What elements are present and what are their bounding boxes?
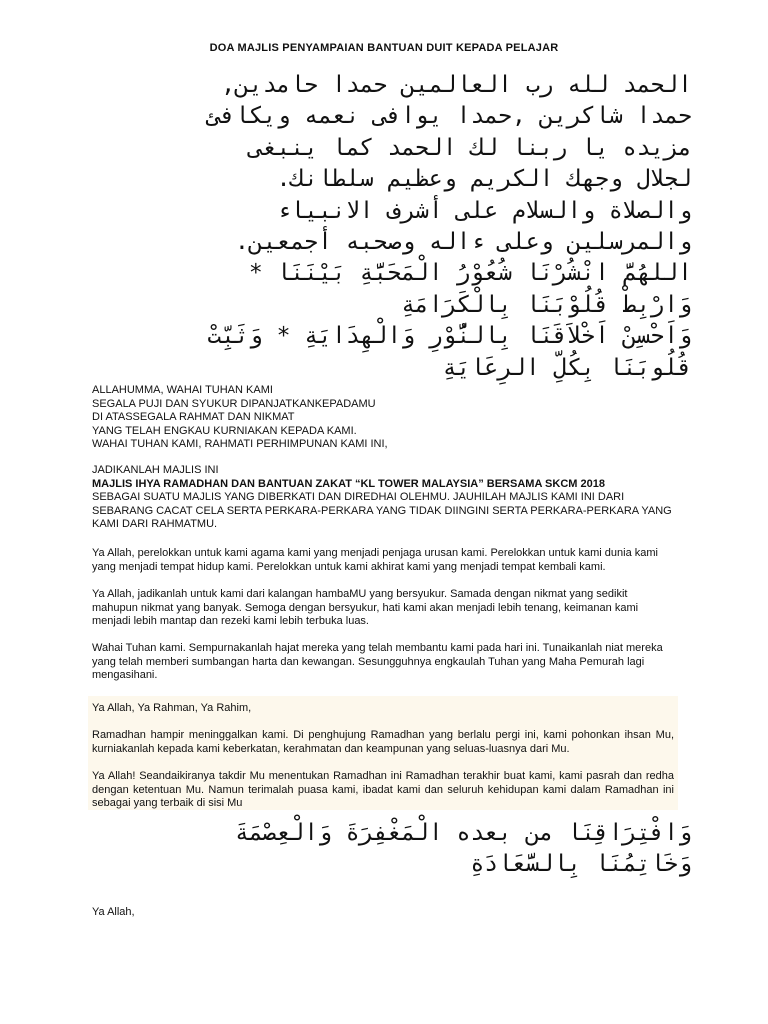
arabic-line: وَاَحْسِنْ اَخْلاَقَنَا بِالنُّوْرِ وَالْهِدَايَةِ * وَثَبِّتْ [207,323,692,350]
arabic-line: مزيده يا ربنا لك الحمد كما ينبغى [248,134,692,161]
greeting-block [92,384,674,452]
arabic-line: قُلُوبَنَا بِكُلِّ الرِعَايَةِ [442,354,692,381]
shaded-salam [92,702,674,716]
shaded-text: Ramadhan hampir meninggalkan kami. Di penghujung Ramadhan yang berlalu pergi ini, kami pohonkan ihsan Mu, kurniakanlah kepada kami keberkatan, kerahmatan dan keampunan yang seluas-luasnya dari Mu. [92,729,674,755]
ramadhan-highlight-box [88,696,678,810]
greeting-line: ALLAHUMMA, WAHAI TUHAN KAMI [92,384,273,396]
arabic-line: الحمد لله رب العالمين حمدا حامدين, [221,72,692,98]
arabic-line: والصلاة والسلام على أشرف الانبياء [276,197,692,224]
gathering-rest: SEBAGAI SUATU MAJLIS YANG DIBERKATI DAN DIREDHAI OLEHMU. JAUHILAH MAJLIS KAMI INI DARI SEBARANG CACAT CELA SERTA PERKARA-PERKARA YANG TIDAK DIINGINI SERTA PERKARA-PERKARA YANG KAMI DARI RAHMATMU. [92,491,672,530]
arabic-line: حمدا شاكرين ,حمدا يوافى نعمه ويكافئ [207,103,692,130]
prayer-paragraph-2 [92,588,674,629]
prayer-paragraph-3 [92,642,674,683]
greeting-line: YANG TELAH ENGKAU KURNIAKAN KEPADA KAMI. [92,424,357,437]
gathering-intro: JADIKANLAH MAJLIS INI [92,464,219,476]
arabic-line: والمرسلين وعلى ءاله وصحبه أجمعين. [235,228,692,255]
shaded-text: Ya Allah! Seandaikiranya takdir Mu menentukan Ramadhan ini Ramadhan terakhir buat kami, kami pasrah dan redha dengan ketentuan Mu. Namun terimalah puasa kami, ibadat kami dan seluruh kehidupan kami dalam Ramadhan ini sebagai yang terbaik di sisi Mu [92,770,674,809]
arabic-line: اللهُمَّ انْشُرْنَا شُعُوْرُ الْمَحَبَّةِ بَيْنَنَا * [248,260,692,287]
page-title: DOA MAJLIS PENYAMPAIAN BANTUAN DUIT KEPADA PELAJAR [209,42,559,54]
shaded-last-ramadhan [92,770,674,811]
greeting-line: SEGALA PUJI DAN SYUKUR DIPANJATKANKEPADAMU [92,397,376,410]
shaded-text: Ya Allah, Ya Rahman, Ya Rahim, [92,702,252,714]
shaded-ramadhan [92,729,674,756]
arabic-opening-prayer [96,70,692,384]
arabic-line: وَخَاتِمُنَا بِالسَّعَادَةِ [470,851,692,878]
gathering-event-name: MAJLIS IHYA RAMADHAN DAN BANTUAN ZAKAT “KL TOWER MALAYSIA” BERSAMA SKCM 2018 [92,477,605,490]
arabic-line: وَارْبِطْ قُلُوْبَنَا بِالْكَرَامَةِ [401,291,692,318]
arabic-line: لجلال وجهك الكريم وعظيم سلطانك. [276,166,692,193]
prayer-paragraph-text: Wahai Tuhan kami. Sempurnakanlah hajat mereka yang telah membantu kami pada hari ini. Tunaikanlah niat mereka yang telah memberi sumbangan harta dan kewangan. Sesungguhnya engkaulah Tuhan yang Maha Pemurah lagi mengasihani. [92,642,663,681]
greeting-line: DI ATASSEGALA RAHMAT DAN NIKMAT [92,411,295,423]
prayer-paragraph-text: Ya Allah, perelokkan untuk kami agama kami yang menjadi penjaga urusan kami. Perelokkan untuk kami dunia kami yang menjadi tempat hidup kami. Perelokkan untuk kami akhirat kami yang menjadi tempat kembali kami. [92,547,658,573]
gathering-block [92,464,674,532]
closing-line: Ya Allah, [92,906,135,918]
arabic-line: وَافْتِرَاقِنَا من بعده الْمَغْفِرَةَ وَالْعِصْمَةَ [235,820,692,846]
greeting-line: WAHAI TUHAN KAMI, RAHMATI PERHIMPUNAN KAMI INI, [92,438,388,450]
prayer-paragraph-text: Ya Allah, jadikanlah untuk kami dari kalangan hambaMU yang bersyukur. Samada dengan nikmat yang sedikit mahupun nikmat yang banyak. Semoga dengan bersyukur, hati kami akan menjadi lebih tenang, keimanan kami menjadi lebih mantap dan rezeki kami lebih terbuka luas. [92,588,639,627]
prayer-paragraph-1 [92,547,674,574]
arabic-closing-prayer [112,818,692,881]
